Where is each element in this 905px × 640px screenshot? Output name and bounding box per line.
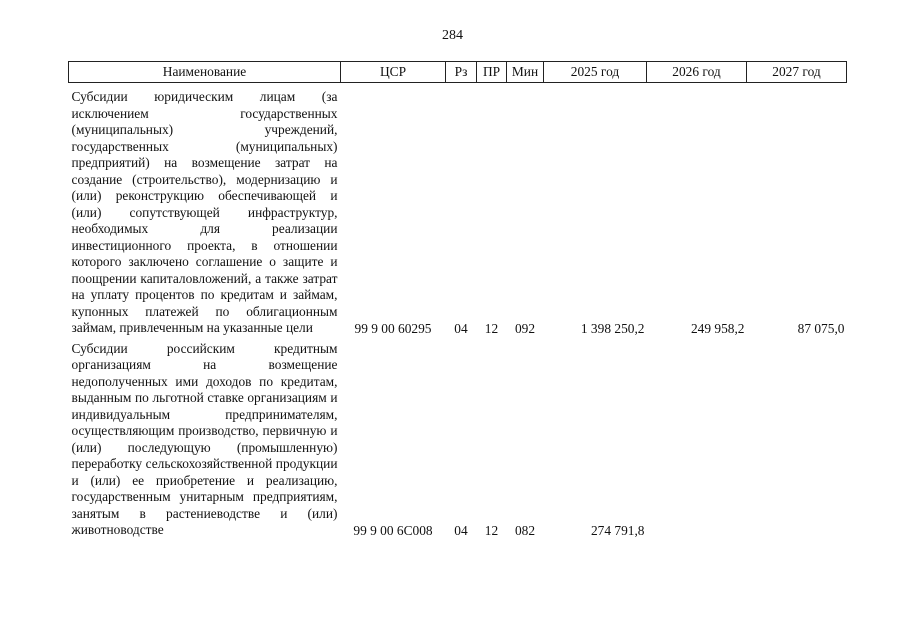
page-number: 284 [442, 28, 463, 43]
row-name: Субсидии юридическим лицам (за исключением государственных (муниципальных) учреждений, государственных (муниципальных) предприятий) на возмещение затрат на создание (строительство), модернизацию и (или) реконструкцию обеспечивающей и (или) сопутствующей инфраструктур, необходимых для реализации инвестиционного проекта, в отношении которого заключено соглашение о защите и поощрении капиталовложений, а также затрат на уплату процентов по кредитам и займам, купонных платежей по облигационным займам, привлеченным на указанные цели [71, 89, 338, 335]
row-rz: 04 [454, 522, 468, 538]
row-2025: 274 791,8 [590, 522, 645, 538]
header-pr: ПР [477, 62, 507, 83]
table-row [69, 337, 847, 539]
row-2027: 87 075,0 [797, 320, 845, 336]
header-rz: Рз [446, 62, 477, 83]
row-csr: 99 9 00 60295 [354, 320, 432, 336]
row-min: 092 [514, 320, 536, 336]
row-2026 [647, 337, 747, 539]
row-min: 082 [514, 522, 536, 538]
row-2026: 249 958,2 [690, 320, 745, 336]
table-header-row [69, 62, 847, 83]
row-pr: 12 [484, 522, 499, 538]
row-2025: 1 398 250,2 [580, 320, 645, 336]
budget-table [68, 61, 847, 539]
header-2025: 2025 год [544, 62, 647, 83]
header-2026: 2026 год [647, 62, 747, 83]
header-2027: 2027 год [747, 62, 847, 83]
row-2027 [747, 337, 847, 539]
row-pr: 12 [484, 320, 499, 336]
row-rz: 04 [454, 320, 468, 336]
header-min: Мин [507, 62, 544, 83]
header-name: Наименование [69, 62, 341, 83]
row-csr: 99 9 00 6С008 [353, 522, 433, 538]
header-csr: ЦСР [341, 62, 446, 83]
row-name: Субсидии российским кредитным организациям на возмещение недополученных ими доходов по кредитам, выданным по льготной ставке организациям и индивидуальным предпринимателям, осуществляющим производство, первичную и (или) последующую (промышленную) переработку сельскохозяйственной продукции и (или) ее приобретение и реализацию, государственным унитарным предприятиям, занятым в растениеводстве и (или) животноводстве [71, 340, 338, 537]
table-row [69, 83, 847, 337]
